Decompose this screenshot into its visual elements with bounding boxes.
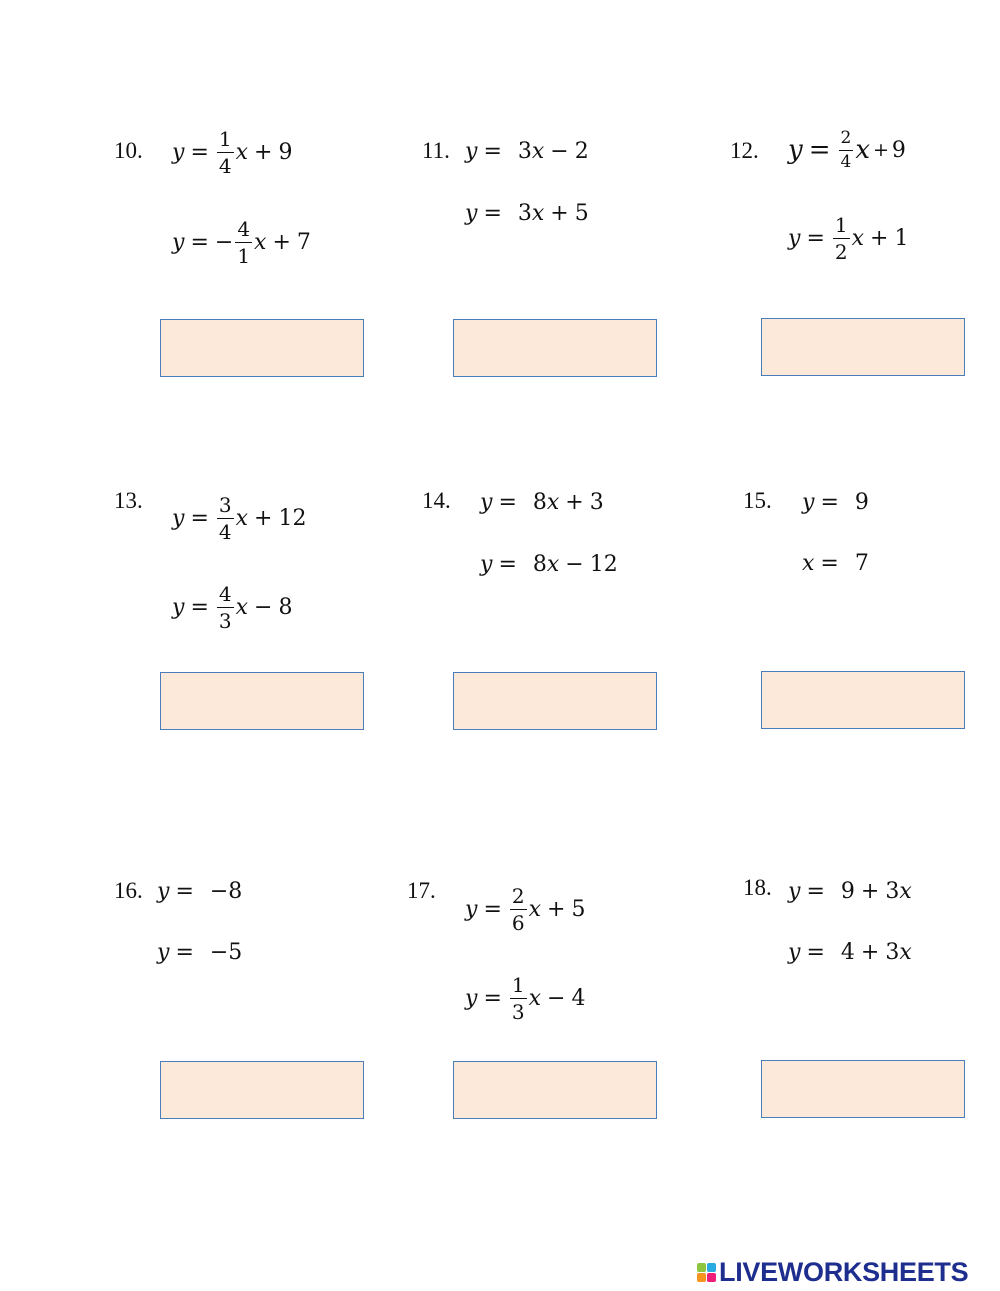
equation-2: y = $\frac{4}{3}$ x − 8: [172, 581, 293, 633]
equation-2: y = $\frac{1}{3}$ x − 4: [465, 972, 586, 1024]
equation-2: y = −5: [157, 939, 243, 965]
fraction: $\frac{1}{3}$: [511, 972, 525, 1024]
logo-mark-icon: [697, 1263, 716, 1282]
equation-1: y = −8: [157, 878, 243, 904]
problem-number: 15.: [743, 488, 772, 513]
answer-box-10[interactable]: [160, 319, 364, 377]
answer-box-18[interactable]: [761, 1060, 965, 1118]
equation-1: y = 9 + 3 x: [788, 878, 912, 904]
fraction: $\frac{3}{4}$: [218, 492, 232, 544]
answer-box-15[interactable]: [761, 671, 965, 729]
equation-2: y = $\frac{1}{2}$ x + 1: [788, 212, 909, 264]
equation-2: y = 4 + 3 x: [788, 939, 912, 965]
problem-number: 14.: [422, 488, 451, 513]
fraction: $\frac{1}{2}$: [834, 212, 848, 264]
problem-number: 12.: [730, 138, 759, 163]
equation-1: y = 3 x − 2: [465, 138, 589, 164]
equation-1: y = 8 x + 3: [480, 489, 604, 515]
equation-1: y = $\frac{3}{4}$ x + 12: [172, 492, 307, 544]
equation-2: y = 8 x − 12: [480, 551, 618, 577]
fraction: $\frac{2}{4}$: [840, 127, 852, 172]
problem-number: 13.: [114, 488, 143, 513]
problem-number: 18.: [743, 875, 772, 900]
equation-2: x = 7: [802, 550, 869, 576]
liveworksheets-logo: [697, 1257, 968, 1288]
logo-text: LIVEWORKSHEETS: [719, 1257, 969, 1287]
answer-box-12[interactable]: [761, 318, 965, 376]
problem-number: 11.: [422, 138, 450, 163]
equation-2: y = 3 x + 5: [465, 200, 589, 226]
fraction: $\frac{4}{3}$: [218, 581, 232, 633]
fraction: $\frac{2}{6}$: [511, 883, 525, 935]
answer-box-17[interactable]: [453, 1061, 657, 1119]
problem-number: 10.: [114, 138, 143, 163]
answer-box-16[interactable]: [160, 1061, 364, 1119]
problem-number: 17.: [407, 878, 436, 903]
answer-box-14[interactable]: [453, 672, 657, 730]
problem-number: 16.: [114, 878, 143, 903]
equation-2: y = − $\frac{4}{1}$ x + 7: [172, 216, 311, 268]
equation-1: y = 9: [802, 489, 869, 515]
answer-box-11[interactable]: [453, 319, 657, 377]
answer-box-13[interactable]: [160, 672, 364, 730]
equation-1: y = $\frac{2}{4}$ x + 9: [788, 127, 906, 172]
equation-1: y = $\frac{1}{4}$ x + 9: [172, 126, 293, 178]
fraction: $\frac{1}{4}$: [218, 126, 232, 178]
fraction: $\frac{4}{1}$: [237, 216, 251, 268]
equation-1: y = $\frac{2}{6}$ x + 5: [465, 883, 586, 935]
